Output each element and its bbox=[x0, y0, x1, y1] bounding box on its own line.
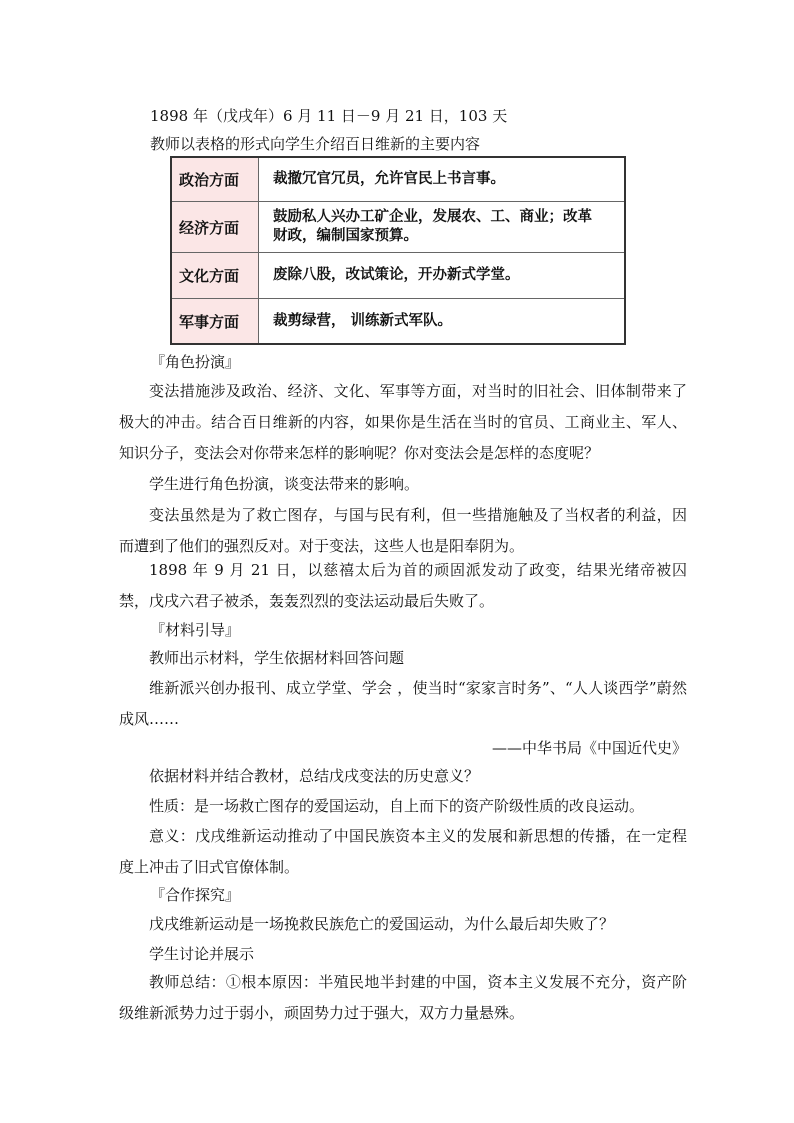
role-play-paragraph-1: 变法措施涉及政治、经济、文化、军事等方面，对当时的旧社会、旧体制带来了极大的冲击。结合百日维新的内容，如果你是生活在当时的官员、工商业主、军人、知识分子，变法会对你带来怎样的影响呢？你对变法会是怎样的态度呢？ bbox=[119, 382, 687, 462]
date-range-line: 1898 年（戊戌年）6 月 11 日－9 月 21 日，103 天 bbox=[150, 107, 508, 125]
table-row-culture bbox=[171, 253, 625, 299]
material-quote: 维新派兴创办报刊、成立学堂、学会 ，使当时“家家言时务”、“人人谈西学”蔚然成风…… bbox=[119, 679, 687, 728]
table-row-economy bbox=[171, 202, 625, 253]
material-question: 依据材料并结合教材，总结戊戌变法的历史意义？ bbox=[149, 767, 480, 785]
table-intro-line: 教师以表格的形式向学生介绍百日维新的主要内容 bbox=[150, 135, 481, 153]
cooperation-summary: 教师总结：①根本原因：半殖民地半封建的中国，资本主义发展不充分，资产阶级维新派势力过于弱小，顽固势力过于强大，双方力量悬殊。 bbox=[119, 973, 687, 1022]
category-cell: 政治方面 bbox=[171, 157, 259, 202]
cooperation-question: 戊戌维新运动是一场挽救民族危亡的爱国运动，为什么最后却失败了？ bbox=[149, 915, 615, 933]
category-cell: 文化方面 bbox=[171, 253, 259, 299]
content-cell: 鼓励私人兴办工矿企业，发展农、工、商业；改革财政，编制国家预算。 bbox=[259, 202, 626, 253]
category-cell: 军事方面 bbox=[171, 299, 259, 345]
reform-content-table bbox=[170, 156, 626, 345]
material-significance: 意义：戊戌维新运动推动了中国民族资本主义的发展和新思想的传播，在一定程度上冲击了旧式官僚体制。 bbox=[119, 827, 687, 876]
section-heading-role-play: 『角色扮演』 bbox=[150, 353, 241, 371]
section-heading-cooperation: 『合作探究』 bbox=[150, 886, 241, 904]
role-play-paragraph-3: 变法虽然是为了救亡图存，与国与民有利，但一些措施触及了当权者的利益，因而遭到了他们的强烈反对。对于变法，这些人也是阳奉阴为。 bbox=[119, 506, 687, 555]
cooperation-discussion: 学生讨论并展示 bbox=[149, 945, 255, 963]
material-paragraph-1: 教师出示材料，学生依据材料回答问题 bbox=[149, 649, 405, 667]
content-cell: 裁撤冗官冗员，允许官民上书言事。 bbox=[259, 157, 626, 202]
section-heading-material: 『材料引导』 bbox=[150, 621, 241, 639]
table-row-politics bbox=[171, 157, 625, 202]
material-nature: 性质：是一场救亡图存的爱国运动，自上而下的资产阶级性质的改良运动。 bbox=[149, 797, 645, 815]
content-cell: 废除八股，改试策论，开办新式学堂。 bbox=[259, 253, 626, 299]
category-cell: 经济方面 bbox=[171, 202, 259, 253]
role-play-paragraph-4: 1898 年 9 月 21 日，以慈禧太后为首的顽固派发动了政变，结果光绪帝被囚禁，戊戌六君子被杀，轰轰烈烈的变法运动最后失败了。 bbox=[119, 561, 687, 610]
role-play-paragraph-2: 学生进行角色扮演，谈变法带来的影响。 bbox=[149, 475, 420, 493]
table-row-military bbox=[171, 299, 625, 345]
content-cell: 裁剪绿营， 训练新式军队。 bbox=[259, 299, 626, 345]
material-source: ——中华书局《中国近代史》 bbox=[491, 739, 687, 757]
